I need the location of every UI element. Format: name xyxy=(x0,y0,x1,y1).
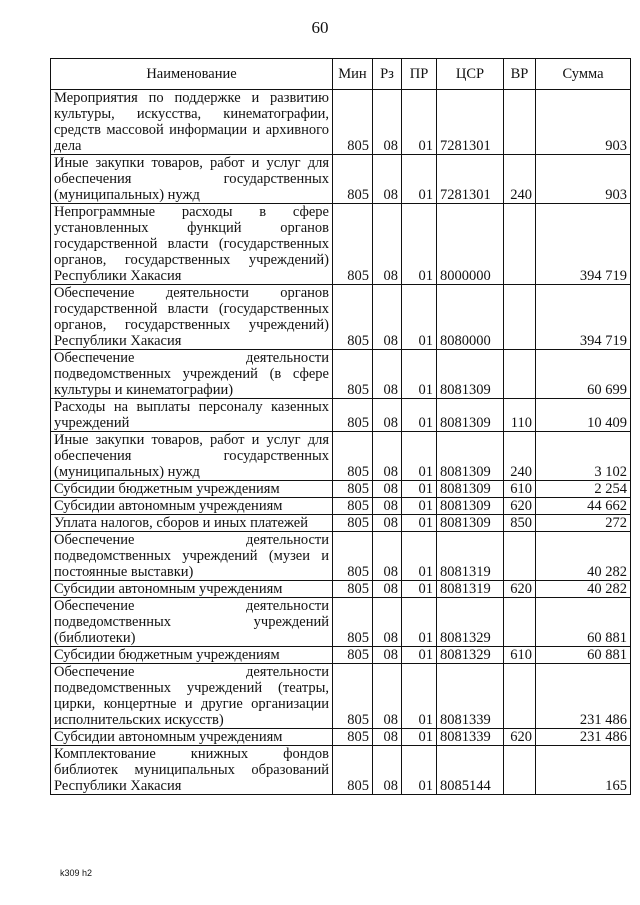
cell-csr: 8081329 xyxy=(437,647,504,664)
cell-pr: 01 xyxy=(402,598,437,647)
cell-vr xyxy=(504,598,536,647)
cell-name: Непрограммные расходы в сфере установленных функций органов государственной власти (государственных органов, государственных учреждений) Республики Хакасия xyxy=(51,204,333,285)
table-row xyxy=(51,350,631,399)
cell-name: Обеспечение деятельности органов государственной власти (государственных органов, государственных учреждений) Республики Хакасия xyxy=(51,285,333,350)
cell-csr: 8081309 xyxy=(437,432,504,481)
cell-min: 805 xyxy=(333,598,373,647)
cell-min: 805 xyxy=(333,729,373,746)
cell-csr: 8081319 xyxy=(437,581,504,598)
cell-csr: 8081329 xyxy=(437,598,504,647)
cell-pr: 01 xyxy=(402,481,437,498)
cell-name: Иные закупки товаров, работ и услуг для обеспечения государственных (муниципальных) нужд xyxy=(51,155,333,204)
cell-vr: 620 xyxy=(504,581,536,598)
cell-name: Обеспечение деятельности подведомственных учреждений (театры, цирки, концертные и другие организации исполнительских искусств) xyxy=(51,664,333,729)
cell-sum: 903 xyxy=(536,90,631,155)
table-header-row xyxy=(51,59,631,90)
cell-vr: 610 xyxy=(504,647,536,664)
table-row xyxy=(51,598,631,647)
cell-name: Комплектование книжных фондов библиотек муниципальных образований Республики Хакасия xyxy=(51,746,333,795)
cell-sum: 60 881 xyxy=(536,598,631,647)
table-row xyxy=(51,90,631,155)
cell-sum: 165 xyxy=(536,746,631,795)
cell-name: Обеспечение деятельности подведомственных учреждений (музеи и постоянные выставки) xyxy=(51,532,333,581)
cell-sum: 10 409 xyxy=(536,399,631,432)
cell-pr: 01 xyxy=(402,746,437,795)
cell-vr xyxy=(504,90,536,155)
cell-csr: 7281301 xyxy=(437,155,504,204)
cell-sum: 2 254 xyxy=(536,481,631,498)
cell-vr: 620 xyxy=(504,498,536,515)
header-pr: ПР xyxy=(402,59,437,90)
header-rz: Рз xyxy=(373,59,402,90)
table-row xyxy=(51,729,631,746)
cell-rz: 08 xyxy=(373,285,402,350)
cell-min: 805 xyxy=(333,204,373,285)
cell-pr: 01 xyxy=(402,204,437,285)
cell-min: 805 xyxy=(333,581,373,598)
cell-sum: 394 719 xyxy=(536,204,631,285)
cell-pr: 01 xyxy=(402,498,437,515)
cell-sum: 231 486 xyxy=(536,729,631,746)
cell-vr xyxy=(504,532,536,581)
cell-pr: 01 xyxy=(402,532,437,581)
cell-sum: 40 282 xyxy=(536,581,631,598)
cell-csr: 8081309 xyxy=(437,481,504,498)
cell-min: 805 xyxy=(333,481,373,498)
cell-min: 805 xyxy=(333,498,373,515)
table-row xyxy=(51,432,631,481)
cell-sum: 231 486 xyxy=(536,664,631,729)
cell-name: Расходы на выплаты персоналу казенных учреждений xyxy=(51,399,333,432)
footer-code: k309 h2 xyxy=(60,868,93,878)
cell-csr: 8081339 xyxy=(437,664,504,729)
cell-pr: 01 xyxy=(402,515,437,532)
cell-rz: 08 xyxy=(373,647,402,664)
cell-min: 805 xyxy=(333,155,373,204)
cell-pr: 01 xyxy=(402,581,437,598)
cell-rz: 08 xyxy=(373,90,402,155)
cell-rz: 08 xyxy=(373,498,402,515)
cell-pr: 01 xyxy=(402,90,437,155)
cell-sum: 44 662 xyxy=(536,498,631,515)
cell-rz: 08 xyxy=(373,532,402,581)
cell-name: Субсидии автономным учреждениям xyxy=(51,581,333,598)
cell-sum: 60 881 xyxy=(536,647,631,664)
cell-min: 805 xyxy=(333,432,373,481)
cell-csr: 8085144 xyxy=(437,746,504,795)
cell-vr xyxy=(504,664,536,729)
table-row xyxy=(51,498,631,515)
cell-csr: 8081339 xyxy=(437,729,504,746)
table-row xyxy=(51,746,631,795)
cell-min: 805 xyxy=(333,285,373,350)
cell-csr: 8081309 xyxy=(437,399,504,432)
cell-name: Субсидии бюджетным учреждениям xyxy=(51,647,333,664)
cell-vr: 110 xyxy=(504,399,536,432)
cell-vr: 240 xyxy=(504,155,536,204)
cell-rz: 08 xyxy=(373,204,402,285)
cell-rz: 08 xyxy=(373,481,402,498)
cell-csr: 8000000 xyxy=(437,204,504,285)
cell-vr: 620 xyxy=(504,729,536,746)
cell-rz: 08 xyxy=(373,350,402,399)
page-number: 60 xyxy=(311,18,329,37)
cell-vr xyxy=(504,746,536,795)
cell-sum: 272 xyxy=(536,515,631,532)
cell-csr: 8081309 xyxy=(437,515,504,532)
cell-vr: 850 xyxy=(504,515,536,532)
cell-pr: 01 xyxy=(402,285,437,350)
cell-rz: 08 xyxy=(373,399,402,432)
cell-name: Обеспечение деятельности подведомственных учреждений (в сфере культуры и кинематографии) xyxy=(51,350,333,399)
cell-min: 805 xyxy=(333,647,373,664)
cell-pr: 01 xyxy=(402,350,437,399)
table-row xyxy=(51,481,631,498)
table-row xyxy=(51,532,631,581)
header-min: Мин xyxy=(333,59,373,90)
table-row xyxy=(51,285,631,350)
cell-min: 805 xyxy=(333,399,373,432)
cell-rz: 08 xyxy=(373,432,402,481)
cell-pr: 01 xyxy=(402,647,437,664)
cell-name: Субсидии бюджетным учреждениям xyxy=(51,481,333,498)
cell-pr: 01 xyxy=(402,664,437,729)
table-row xyxy=(51,664,631,729)
cell-rz: 08 xyxy=(373,581,402,598)
cell-rz: 08 xyxy=(373,598,402,647)
cell-vr xyxy=(504,204,536,285)
cell-sum: 394 719 xyxy=(536,285,631,350)
table-row xyxy=(51,581,631,598)
cell-pr: 01 xyxy=(402,432,437,481)
cell-min: 805 xyxy=(333,532,373,581)
budget-table xyxy=(50,58,631,795)
cell-csr: 7281301 xyxy=(437,90,504,155)
cell-sum: 40 282 xyxy=(536,532,631,581)
table-row xyxy=(51,515,631,532)
cell-pr: 01 xyxy=(402,729,437,746)
cell-pr: 01 xyxy=(402,399,437,432)
cell-min: 805 xyxy=(333,90,373,155)
table-row xyxy=(51,647,631,664)
cell-rz: 08 xyxy=(373,155,402,204)
cell-min: 805 xyxy=(333,350,373,399)
table-row xyxy=(51,155,631,204)
header-name: Наименование xyxy=(51,59,333,90)
cell-vr: 610 xyxy=(504,481,536,498)
cell-name: Субсидии автономным учреждениям xyxy=(51,498,333,515)
cell-csr: 8081319 xyxy=(437,532,504,581)
cell-name: Уплата налогов, сборов и иных платежей xyxy=(51,515,333,532)
cell-rz: 08 xyxy=(373,746,402,795)
cell-vr xyxy=(504,285,536,350)
header-csr: ЦСР xyxy=(437,59,504,90)
cell-vr xyxy=(504,350,536,399)
cell-csr: 8081309 xyxy=(437,498,504,515)
cell-sum: 60 699 xyxy=(536,350,631,399)
cell-vr: 240 xyxy=(504,432,536,481)
cell-name: Обеспечение деятельности подведомственных учреждений (библиотеки) xyxy=(51,598,333,647)
table-body xyxy=(51,90,631,795)
cell-rz: 08 xyxy=(373,664,402,729)
cell-rz: 08 xyxy=(373,729,402,746)
cell-name: Субсидии автономным учреждениям xyxy=(51,729,333,746)
cell-sum: 903 xyxy=(536,155,631,204)
cell-csr: 8081309 xyxy=(437,350,504,399)
cell-csr: 8080000 xyxy=(437,285,504,350)
cell-min: 805 xyxy=(333,664,373,729)
cell-rz: 08 xyxy=(373,515,402,532)
cell-sum: 3 102 xyxy=(536,432,631,481)
cell-min: 805 xyxy=(333,746,373,795)
header-sum: Сумма xyxy=(536,59,631,90)
cell-name: Мероприятия по поддержке и развитию культуры, искусства, кинематографии, средств массовой информации и архивного дела xyxy=(51,90,333,155)
table-row xyxy=(51,399,631,432)
cell-pr: 01 xyxy=(402,155,437,204)
table-row xyxy=(51,204,631,285)
cell-min: 805 xyxy=(333,515,373,532)
header-vr: ВР xyxy=(504,59,536,90)
cell-name: Иные закупки товаров, работ и услуг для обеспечения государственных (муниципальных) нужд xyxy=(51,432,333,481)
